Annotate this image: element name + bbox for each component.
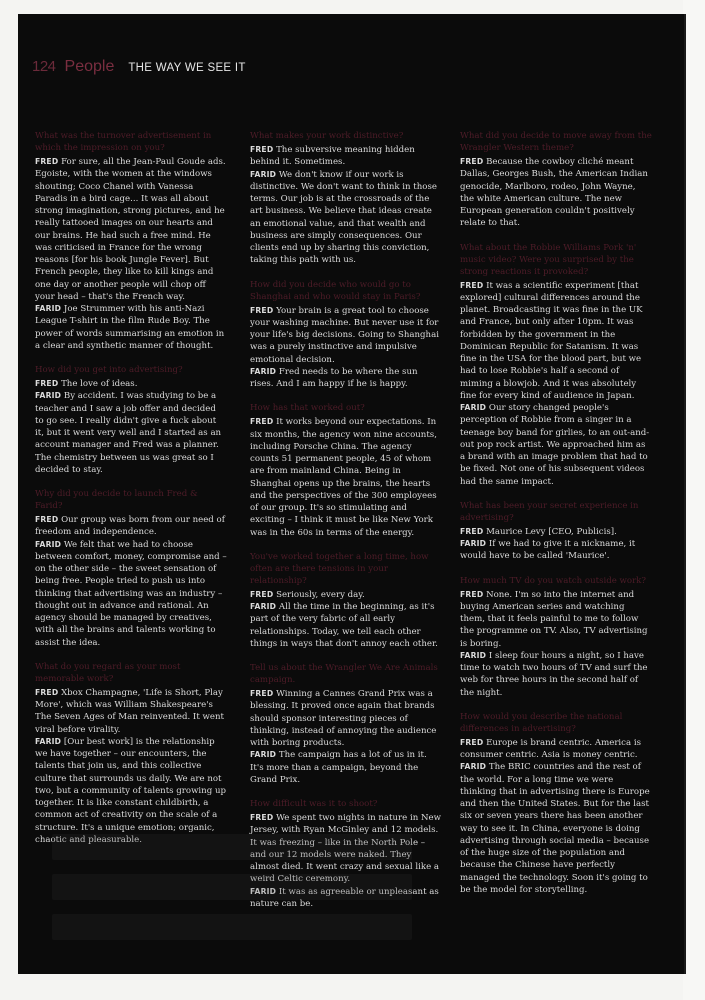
qa-block [460,500,652,563]
answer-text: It was a scientific experiment [that explored] cultural differences around the planet. Broadcasting it was fine in the UK and France, but only after 10pm. It was forbidden by the government in the Dominican Republic for Satanism. It was fine in the USA for the blood part, but we had to lose Robbie's half a second of miming a blowjob. And it was absolutely fine for every kind of audience in Japan. [460,280,643,401]
interview-question: How difficult was it to shoot? [250,799,378,809]
interview-question: You've worked together a long time, how often are there tensions in your relationship? [250,551,429,586]
section-title: People [64,58,115,75]
qa-block [250,662,442,786]
page-header [32,58,246,82]
qa-block [250,402,442,539]
answer-text: We don't know if our work is distinctive. We don't want to think in those terms. Our job is at the crossroads of the art business. We believe that ideas create an emotional value, and that wealth and business are simply consequences. Our clients end up by sharing this conviction, taking this path with us. [250,169,437,266]
interview-question: What about the Robbie Williams Pork 'n' music video? Were you surprised by the strong reactions it provoked? [460,242,637,277]
interview-answer [460,526,652,538]
speaker-name: FARID [250,602,277,611]
answer-text: Our group was born from our need of freedom and independence. [35,515,225,538]
page-number: 124 [32,58,56,75]
speaker-name: FRED [35,379,59,388]
speaker-name: FARID [35,391,62,401]
answer-text: None. I'm so into the internet and buying American series and watching them, that it feels painful to me to follow the programme on TV. Also, TV advertising is boring. [460,589,648,649]
interview-answer [250,688,442,749]
text-column-3 [460,130,652,908]
speaker-name: FRED [460,157,484,166]
interview-answer [35,687,227,736]
interview-question: What was the turnover advertisement in which the impression on you? [35,131,212,153]
interview-question: How did you decide who would go to Shanghai and who would stay in Paris? [250,279,421,302]
interview-answer [35,156,227,303]
answer-text: Maurice Levy [CEO, Publicis]. [486,526,617,537]
page-tagline: THE WAY WE SEE IT [128,62,246,74]
answer-text: Seriously, every day. [276,589,365,600]
interview-answer [460,589,652,650]
interview-answer [460,737,652,762]
answer-text: Your brain is a great tool to choose your washing machine. But never use it for your life's big decisions. Going to Shanghai was a purely instinctive and impulsive emotional decision. [250,305,439,365]
speaker-name: FARID [250,366,277,376]
answer-text: The BRIC countries and the rest of the world. For a long time we were thinking that in advertising there is Europe and then the United States. But for the last six or seven years there has been another way to see it. In China, everyone is doing advertising through social media – because of the huge size of the population and because the Chinese have perfectly managed the technology. Soon it's going to be the model for storytelling. [460,762,650,895]
answer-text: We felt that we had to choose between comfort, money, compromise and – on the other side – the sweet sensation of being free. People tried to push us into thinking that advertising was an industry – thought out in advance and rational. An agency should be managed by creatives, with all the brains and talents working to assist the idea. [35,539,227,648]
qa-block [35,130,227,352]
speaker-name: FARID [460,403,487,412]
speaker-name: FARID [250,750,277,760]
interview-answer [35,390,227,476]
qa-block [250,130,442,267]
interview-answer [35,736,227,846]
interview-answer [250,416,442,539]
qa-block [250,279,442,391]
interview-answer [460,538,652,563]
qa-block [460,575,652,699]
interview-question: What makes your work distinctive? [250,131,404,141]
interview-answer [35,378,227,390]
speaker-name: FRED [250,689,274,698]
answer-text: Europe is brand centric. America is consumer centric. Asia is money centric. [460,737,642,760]
interview-answer [250,601,442,650]
interview-question: What did you decide to move away from the Wrangler Western theme? [460,131,652,153]
interview-answer [460,761,652,896]
interview-answer [250,812,442,886]
speaker-name: FRED [250,813,274,822]
speaker-name: FRED [460,589,484,599]
interview-question: What has been your secret experience in advertising? [460,500,639,523]
answer-text: It was as agreeable or unpleasant as nature can be. [250,886,439,909]
interview-answer [250,366,442,391]
speaker-name: FARID [460,539,487,548]
magazine-page [18,14,686,974]
interview-question: How would you describe the national differences in advertising? [460,711,623,734]
qa-block [35,488,227,649]
scan-margin [683,0,705,1000]
text-column-2 [250,130,442,922]
speaker-name: FRED [250,305,274,315]
interview-answer [35,303,227,352]
answer-text: I sleep four hours a night, so I have time to watch two hours of TV and surf the web for three hours in the second half of the night. [460,650,648,698]
interview-question: Why did you decide to launch Fred & Farid? [35,489,198,511]
speaker-name: FRED [460,737,484,747]
answer-text: Joe Strummer with his anti-Nazi League T-shirt in the film Rude Boy. The power of words summarising an emotion in a clear and synthetic manner of thought. [35,304,225,351]
speaker-name: FARID [35,304,62,313]
answer-text: We spent two nights in nature in New Jersey, with Ryan McGinley and 12 models. It was freezing – like in the North Pole – and our 12 models were naked. They almost died. It went crazy and sexual like a weird Celtic ceremony. [250,813,441,885]
interview-question: How much TV do you watch outside work? [460,575,646,586]
speaker-name: FARID [460,762,487,772]
answer-text: The subversive meaning hidden behind it. Sometimes. [250,145,415,168]
qa-block [460,711,652,896]
interview-question: Tell us about the Wrangler We Are Animals campaign. [250,663,438,685]
interview-answer [250,169,442,267]
answer-text: Our story changed people's perception of Robbie from a singer in a teenage boy band for girlies, to an out-and-out pop rock artist. We approached him as a brand with an image problem that had to be fixed. Not one of his subsequent videos had the same impact. [460,403,650,487]
answer-text: Because the cowboy cliché meant Dallas, Georges Bush, the American Indian genocide, Marlboro, rodeo, John Wayne, the white American culture. The new European generation couldn't positively relate to that. [460,157,648,229]
interview-question: How has that worked out? [250,403,365,414]
speaker-name: FARID [35,539,62,549]
speaker-name: FRED [460,280,484,290]
answer-text: Xbox Champagne, 'Life is Short, Play More', which was William Shakespeare's The Seven Ages of Man reinvented. It went viral before virality. [35,687,224,735]
answer-text: For sure, all the Jean-Paul Goude ads. Egoiste, with the women at the windows shouting; Coco Chanel with Vanessa Paradis in a bird cage... It was all about strong imagination, strong pictures, and he really tattooed images on our hearts and our brains. He had such a free mind. He was criticised in France for the wrong reasons [for his book Jungle Fever]. But French people, they like to kill kings and one day or another people will chop off your head – that's the French way. [35,157,226,302]
interview-question: What do you regard as your most memorable work? [35,661,181,684]
answer-text: [Our best work] is the relationship we have together – our encounters, the talents that join us, and this collective culture that surrounds us daily. We are not two, but a community of talents growing up together. It is like constant childbirth, a common act of creativity on the scale of a structure. It's a unique emotion; organic, chaotic and pleasurable. [35,736,226,845]
interview-answer [35,539,227,649]
answer-text: It works beyond our expectations. In six months, the agency won nine accounts, including Porsche China. The agency counts 51 permanent people, 45 of whom are from mainland China. Being in Shanghai opens up the brains, the hearts and the perspectives of the 300 employees of our group. It's so stimulating and exciting – I think it must be like New York was in the 60s in terms of the energy. [250,417,437,538]
answer-text: The love of ideas. [61,379,138,389]
qa-block [460,242,652,488]
answer-text: Fred needs to be where the sun rises. And I am happy if he is happy. [250,366,418,389]
interview-question: How did you get into advertising? [35,365,183,375]
qa-block [460,130,652,230]
speaker-name: FRED [35,687,59,697]
interview-answer [35,514,227,539]
answer-text: If we had to give it a nickname, it would have to be called 'Maurice'. [460,539,636,562]
answer-text: The campaign has a lot of us in it. It's more than a campaign, beyond the Grand Prix. [250,750,427,785]
speaker-name: FARID [460,650,487,660]
interview-answer [250,305,442,366]
interview-answer [460,650,652,699]
answer-text: Winning a Cannes Grand Prix was a blessing. It proved once again that brands should sponsor interesting pieces of thinking, instead of annoying the audience with boring products. [250,689,437,748]
qa-block [250,551,442,650]
interview-answer [250,589,442,601]
answer-text: By accident. I was studying to be a teacher and I saw a job offer and decided to go see. I really didn't give a fuck about it, but it went very well and I started as an account manager and Fred was a planner. The chemistry between us was great so I decided to stay. [35,391,222,475]
text-column-1 [35,130,227,858]
speaker-name: FRED [250,417,274,427]
interview-answer [460,402,652,488]
speaker-name: FARID [250,886,277,896]
qa-block [35,661,227,846]
speaker-name: FRED [250,145,274,154]
interview-answer [460,156,652,230]
qa-block [250,798,442,910]
interview-answer [250,144,442,169]
qa-block [35,364,227,476]
speaker-name: FRED [460,526,484,536]
interview-answer [250,749,442,786]
answer-text: All the time in the beginning, as it's part of the very fabric of all early relationships. Today, we tell each other things in ways that don't annoy each other. [250,602,438,649]
speaker-name: FARID [250,169,277,179]
speaker-name: FRED [250,589,274,599]
speaker-name: FRED [35,515,59,524]
interview-answer [250,886,442,911]
speaker-name: FARID [35,736,62,746]
interview-answer [460,280,652,403]
speaker-name: FRED [35,157,59,166]
